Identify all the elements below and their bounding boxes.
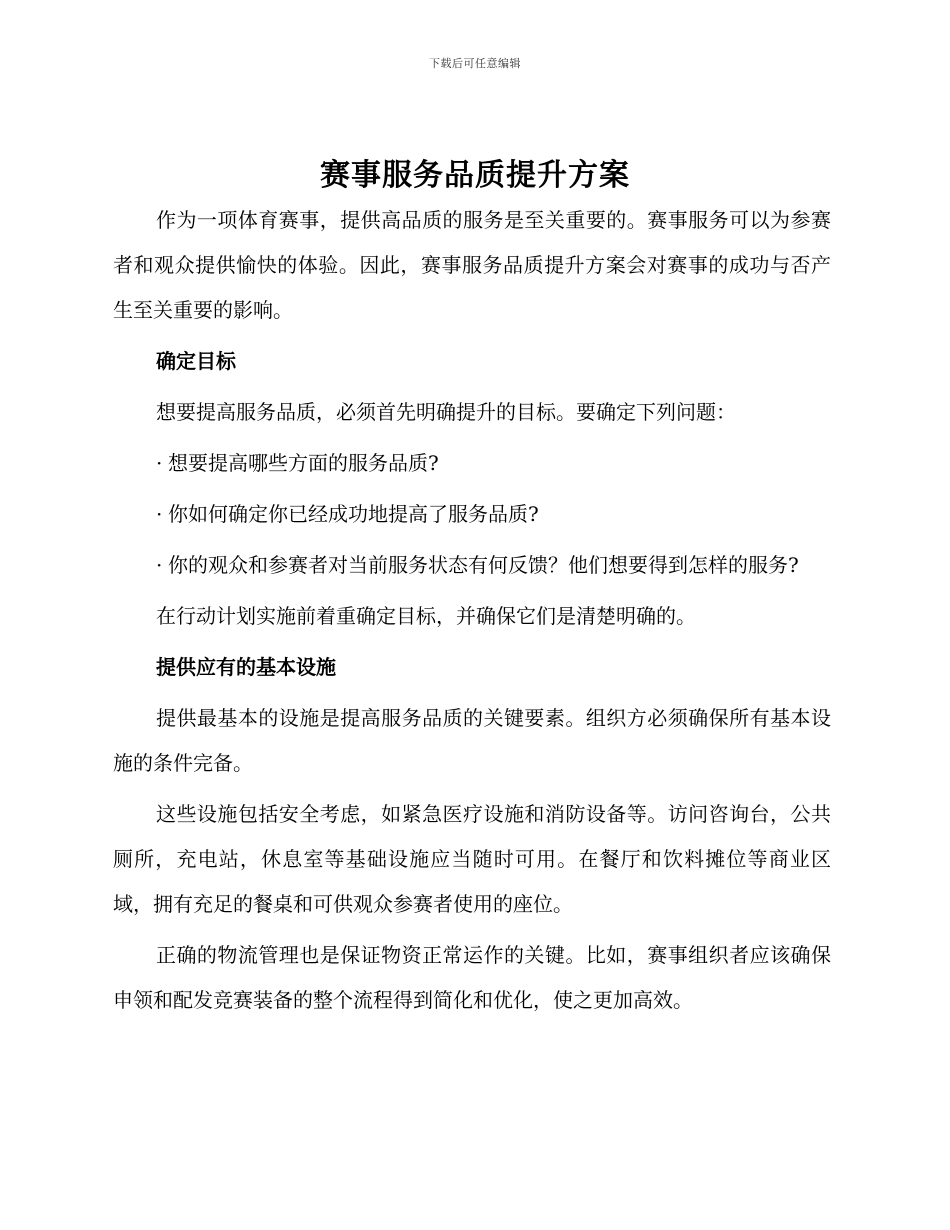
section-heading-goals: 确定目标 xyxy=(156,349,236,373)
intro-paragraph: 作为一项体育赛事，提供高品质的服务是至关重要的。赛事服务可以为参赛者和观众提供愉快的体验。因此，赛事服务品质提升方案会对赛事的成功与否产生至关重要的影响。 xyxy=(113,208,831,322)
bullet-dot: · xyxy=(156,502,163,526)
facilities-paragraph: 这些设施包括安全考虑，如紧急医疗设施和消防设备等。访问咨询台，公共厕所，充电站，休息室等基础设施应当随时可用。在餐厅和饮料摊位等商业区域，拥有充足的餐桌和可供观众参赛者使用的座位。 xyxy=(113,802,831,916)
bullet-text: 你的观众和参赛者对当前服务状态有何反馈？他们想要得到怎样的服务? xyxy=(168,553,799,577)
bullet-text: 你如何确定你已经成功地提高了服务品质? xyxy=(168,502,539,526)
document-title: 赛事服务品质提升方案 xyxy=(320,158,630,193)
facilities-paragraph: 正确的物流管理也是保证物资正常运作的关键。比如，赛事组织者应该确保申领和配发竞赛装备的整个流程得到简化和优化，使之更加高效。 xyxy=(113,943,831,1012)
bullet-dot: · xyxy=(156,553,163,577)
section-heading-facilities: 提供应有的基本设施 xyxy=(156,655,336,679)
document-body xyxy=(113,198,831,1023)
goals-lead-paragraph: 想要提高服务品质，必须首先明确提升的目标。要确定下列问题： xyxy=(156,400,736,424)
bullet-dot: · xyxy=(156,451,163,475)
bullet-item xyxy=(113,492,831,537)
facilities-paragraph: 提供最基本的设施是提高服务品质的关键要素。组织方必须确保所有基本设施的条件完备。 xyxy=(113,706,831,775)
bullet-text: 想要提高哪些方面的服务品质? xyxy=(168,451,439,475)
bullet-item xyxy=(113,441,831,486)
header-note: 下载后可任意编辑 xyxy=(429,57,521,70)
bullet-item xyxy=(113,543,831,588)
goals-closing-paragraph: 在行动计划实施前着重确定目标，并确保它们是清楚明确的。 xyxy=(156,604,696,628)
